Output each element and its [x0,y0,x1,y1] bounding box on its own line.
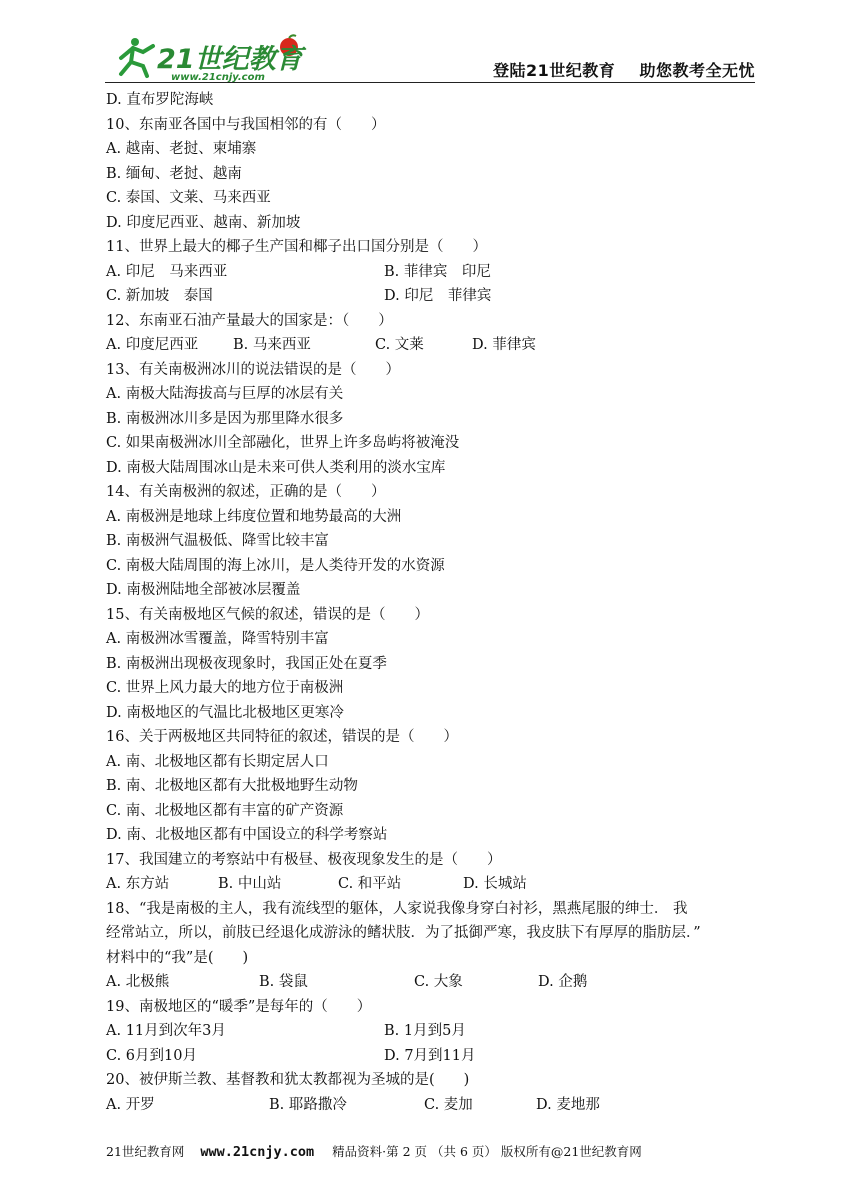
answer-option: D. 菲律宾 [472,337,536,353]
answer-option: B. 袋鼠 [259,974,308,990]
text-line: 13、有关南极洲冰川的说法错误的是（ ） [106,361,400,378]
text-line: A. 南极大陆海拔高与巨厚的冰层有关 [106,386,344,402]
text-line: B. 南极洲气温极低、降雪比较丰富 [106,533,329,549]
answer-option: C. 文莱 [375,337,424,353]
options-row [106,284,756,309]
answer-option: A. 北极熊 [106,974,170,990]
answer-option: D. 印尼 菲律宾 [384,288,492,304]
text-line: A. 南、北极地区都有长期定居人口 [106,753,329,770]
answer-option: B. 耶路撒冷 [269,1096,347,1113]
text-line: C. 南极大陆周围的海上冰川，是人类待开发的水资源 [106,557,445,574]
answer-option: D. 长城站 [463,876,527,892]
text-line: 10、东南亚各国中与我国相邻的有（ ） [106,116,386,133]
text-line: C. 南、北极地区都有丰富的矿产资源 [106,802,344,819]
text-line: D. 印度尼西亚、越南、新加坡 [106,214,301,231]
options-row [106,1019,756,1044]
answer-option: D. 7月到11月 [384,1047,476,1064]
text-line: 材料中的“我”是( ) [106,949,249,966]
answer-option: B. 中山站 [218,876,282,892]
footer-site: 21世纪教育网 [106,1144,185,1159]
answer-option: A. 开罗 [106,1096,155,1113]
answer-option: C. 6月到10月 [106,1047,197,1064]
answer-option: B. 菲律宾 印尼 [384,263,491,280]
answer-option: C. 新加坡 泰国 [106,288,213,304]
text-line: D. 直布罗陀海峡 [106,92,214,108]
question-list [106,88,756,1117]
text-line: A. 南极洲是地球上纬度位置和地势最高的大洲 [106,508,402,525]
answer-option: A. 印尼 马来西亚 [106,263,228,280]
text-line: 经常站立，所以，前肢已经退化成游泳的鳍状肢．为了抵御严寒，我皮肤下有厚厚的脂肪层．” [106,925,701,941]
answer-option: B. 1月到5月 [384,1023,466,1039]
running-figure-icon [121,38,153,76]
options-row [106,260,756,285]
text-line: 19、南极地区的“暖季”是每年的（ ） [106,998,372,1015]
text-line: A. 越南、老挝、柬埔寨 [106,141,257,157]
answer-option: D. 企鹅 [538,974,588,990]
logo-text: 21世纪教育 [157,44,303,75]
text-line: B. 缅甸、老挝、越南 [106,165,242,182]
text-line: 14、有关南极洲的叙述，正确的是（ ） [106,484,386,500]
site-logo [113,34,313,82]
answer-option: A. 印度尼西亚 [106,337,199,353]
header-slogan: 登陆21世纪教育 助您教考全无忧 [492,61,755,80]
answer-option: D. 麦地那 [536,1096,600,1113]
answer-option: A. 11月到次年3月 [106,1023,226,1039]
page-footer [106,1142,756,1160]
text-line: D. 南、北极地区都有中国设立的科学考察站 [106,827,388,843]
footer-info: 精品资料·第 2 页 （共 6 页） 版权所有@21世纪教育网 [332,1144,642,1159]
text-line: B. 南极洲冰川多是因为那里降水很多 [106,410,344,427]
options-row [106,872,756,897]
text-line: A. 南极洲冰雪覆盖，降雪特别丰富 [106,631,329,647]
text-line: D. 南极洲陆地全部被冰层覆盖 [106,582,301,598]
text-line: D. 南极地区的气温比北极地区更寒冷 [106,704,344,721]
text-line: D. 南极大陆周围冰山是未来可供人类利用的淡水宝库 [106,459,446,476]
footer-url[interactable]: www.21cnjy.com [200,1144,315,1160]
text-line: 11、世界上最大的椰子生产国和椰子出口国分别是（ ） [106,239,487,255]
text-line: 20、被伊斯兰教、基督教和犹太教都视为圣城的是( ) [106,1072,470,1088]
answer-option: C. 和平站 [338,876,402,892]
answer-option: B. 马来西亚 [233,337,311,353]
page-header [105,38,755,83]
text-line: 18、“我是南极的主人，我有流线型的躯体，人家说我像身穿白衬衫，黑燕尾服的绅士． 我 [106,900,688,917]
logo-url: www.21cnjy.com [171,72,265,82]
text-line: B. 南极洲出现极夜现象时，我国正处在夏季 [106,655,387,672]
text-line: C. 世界上风力最大的地方位于南极洲 [106,680,344,696]
options-row [106,1044,756,1069]
options-row [106,970,756,995]
text-line: 17、我国建立的考察站中有极昼、极夜现象发生的是（ ） [106,851,502,868]
options-row [106,1093,756,1118]
options-row [106,333,756,358]
text-line: 15、有关南极地区气候的叙述，错误的是（ ） [106,606,429,623]
text-line: 12、东南亚石油产量最大的国家是：（ ） [106,312,393,329]
text-line: C. 泰国、文莱、马来西亚 [106,190,271,206]
text-line: B. 南、北极地区都有大批极地野生动物 [106,778,358,794]
text-line: 16、关于两极地区共同特征的叙述，错误的是（ ） [106,729,458,745]
text-line: C. 如果南极洲冰川全部融化，世界上许多岛屿将被淹没 [106,435,460,451]
answer-option: C. 麦加 [424,1096,473,1113]
answer-option: C. 大象 [414,974,463,990]
answer-option: A. 东方站 [106,876,170,892]
